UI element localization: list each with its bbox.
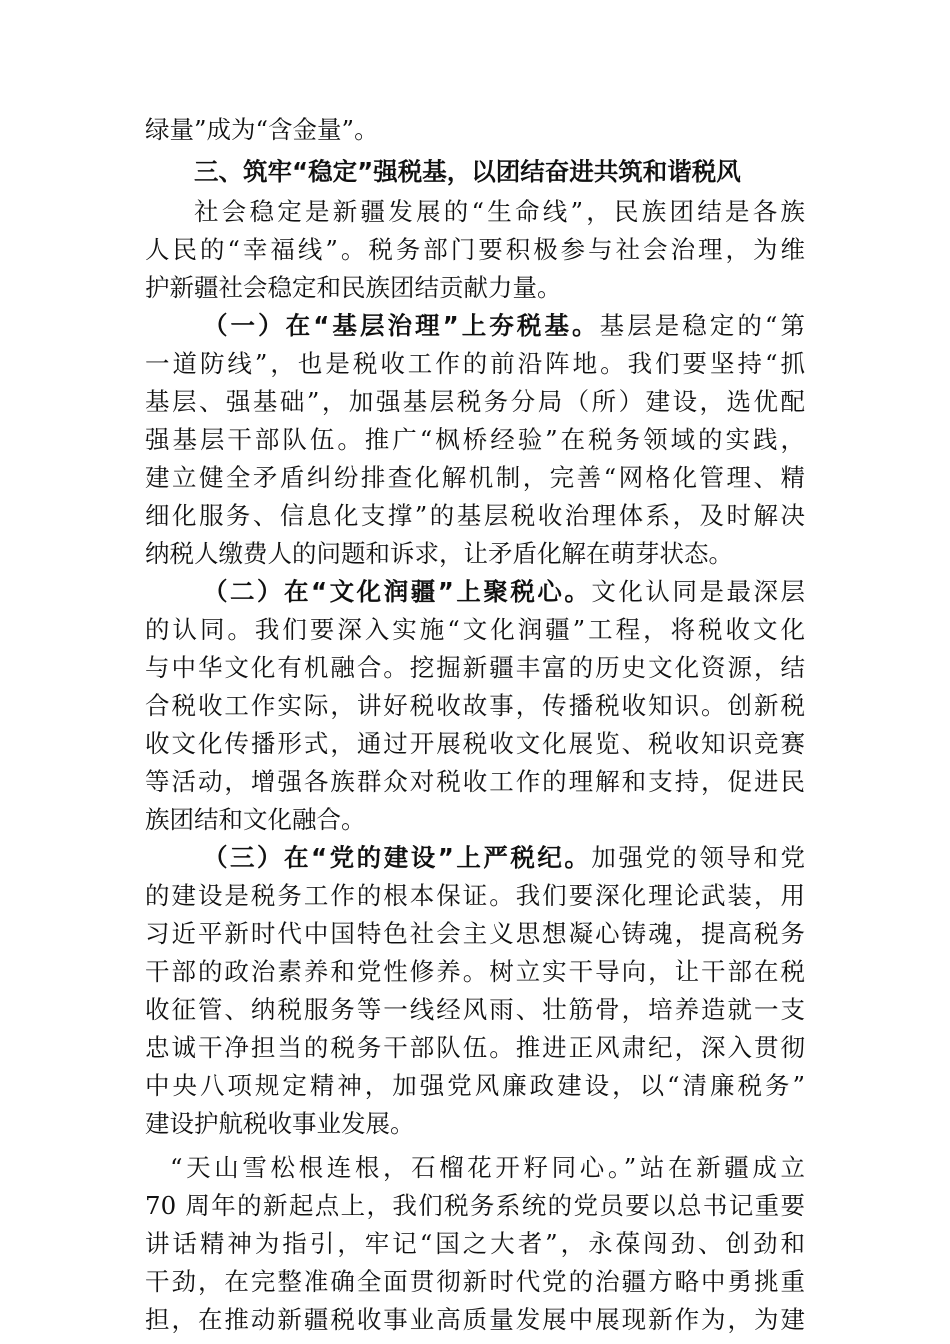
paragraph-line: 合税收工作实际，讲好税收故事，传播税收知识。创新税 xyxy=(145,691,805,720)
item-text: 基层是稳定的“第 xyxy=(599,311,805,340)
paragraph-line: “天山雪松根连根，石榴花开籽同心。”站在新疆成立 xyxy=(170,1153,805,1182)
paragraph-line: 干劲，在完整准确全面贯彻新时代党的治疆方略中勇挑重 xyxy=(145,1267,805,1296)
paragraph-line: 一道防线”，也是税收工作的前沿阵地。我们要坚持“抓 xyxy=(145,349,805,378)
intro-line: 绿量”成为“含金量”。 xyxy=(145,115,379,144)
paragraph-line: 的认同。我们要深入实施“文化润疆”工程，将税收文化 xyxy=(145,615,805,644)
paragraph-line: 70 周年的新起点上，我们税务系统的党员要以总书记重要 xyxy=(145,1191,805,1220)
paragraph-line: 收征管、纳税服务等一线经风雨、壮筋骨，培养造就一支 xyxy=(145,995,805,1024)
paragraph-line: 与中华文化有机融合。挖掘新疆丰富的历史文化资源，结 xyxy=(145,653,805,682)
item-first-line xyxy=(203,309,805,343)
paragraph-line: 护新疆社会稳定和民族团结贡献力量。 xyxy=(145,273,562,302)
paragraph-line: 建设护航税收事业发展。 xyxy=(145,1109,415,1138)
paragraph-line: 族团结和文化融合。 xyxy=(145,805,366,834)
item-text: 文化认同是最深层 xyxy=(591,577,805,606)
paragraph-line: 强基层干部队伍。推广“枫桥经验”在税务领域的实践， xyxy=(145,425,805,454)
paragraph-line: 习近平新时代中国特色社会主义思想凝心铸魂，提高税务 xyxy=(145,919,805,948)
paragraph-line: 细化服务、信息化支撑”的基层税收治理体系，及时解决 xyxy=(145,501,805,530)
paragraph-line: 担，在推动新疆税收事业高质量发展中展现新作为，为建 xyxy=(145,1305,805,1334)
item-title: （三）在“党的建设”上严税纪。 xyxy=(203,843,592,872)
paragraph-line: 基层、强基础”，加强基层税务分局（所）建设，选优配 xyxy=(145,387,805,416)
item-first-line xyxy=(203,575,805,609)
paragraph-line: 收文化传播形式，通过开展税收文化展览、税收知识竞赛 xyxy=(145,729,805,758)
item-first-line xyxy=(203,841,805,875)
paragraph-line: 讲话精神为指引，牢记“国之大者”，永葆闯劲、创劲和 xyxy=(145,1229,805,1258)
paragraph-line: 社会稳定是新疆发展的“生命线”，民族团结是各族 xyxy=(194,197,805,226)
item-title: （二）在“文化润疆”上聚税心。 xyxy=(203,577,592,606)
item-text: 加强党的领导和党 xyxy=(591,843,805,872)
paragraph-line: 中央八项规定精神，加强党风廉政建设，以“清廉税务” xyxy=(145,1071,805,1100)
paragraph-line: 干部的政治素养和党性修养。树立实干导向，让干部在税 xyxy=(145,957,805,986)
section-heading: 三、筑牢“稳定”强税基，以团结奋进共筑和谐税风 xyxy=(194,157,741,186)
item-title: （一）在“基层治理”上夯税基。 xyxy=(203,311,600,340)
paragraph-line: 建立健全矛盾纠纷排查化解机制，完善“网格化管理、精 xyxy=(145,463,805,492)
paragraph-line: 纳税人缴费人的问题和诉求，让矛盾化解在萌芽状态。 xyxy=(145,539,733,568)
paragraph-line: 忠诚干净担当的税务干部队伍。推进正风肃纪，深入贯彻 xyxy=(145,1033,805,1062)
paragraph-line: 的建设是税务工作的根本保证。我们要深化理论武装，用 xyxy=(145,881,805,910)
paragraph-line: 人民的“幸福线”。税务部门要积极参与社会治理，为维 xyxy=(145,235,805,264)
paragraph-line: 等活动，增强各族群众对税收工作的理解和支持，促进民 xyxy=(145,767,805,796)
